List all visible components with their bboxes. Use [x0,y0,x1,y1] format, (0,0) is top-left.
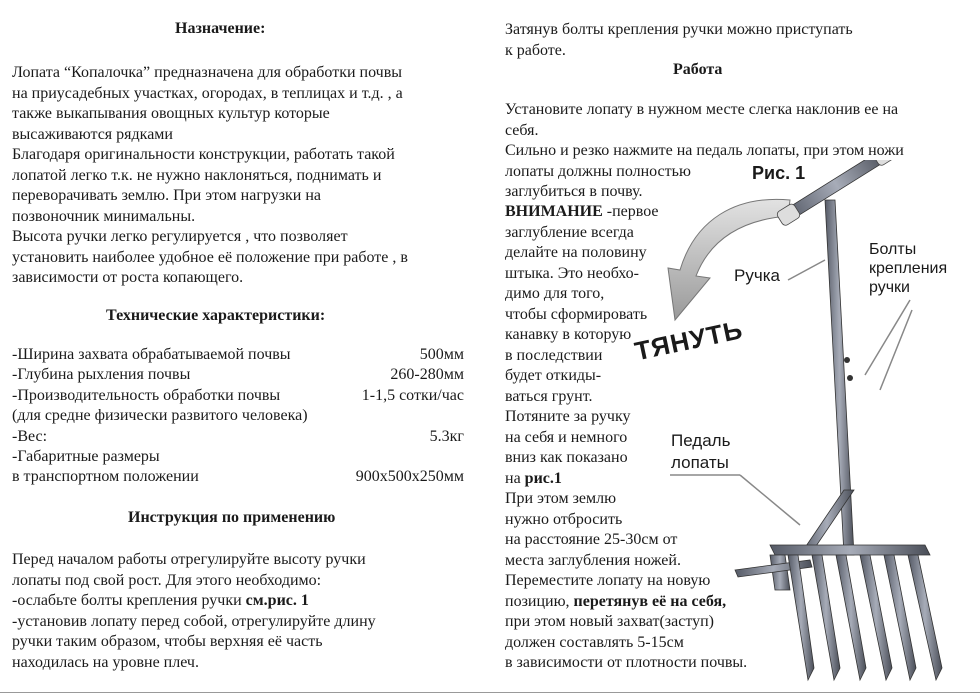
figure-reference: рис.1 [524,469,562,487]
text-run: -ослабьте болты крепления ручки [12,592,246,609]
text-line: места заглубления ножей. [505,551,681,569]
heading-purpose: Назначение: [175,20,266,37]
text-line: лопатой легко т.к. не нужно наклоняться, поднимать и [12,166,382,184]
text-line: лопаты под свой рост. Для этого необходимо: [12,571,322,589]
text-line: позвоночник минимальны. [12,207,196,225]
text-line: будет откиды- [505,367,602,384]
text-run: позицию, [505,592,574,610]
text-line: в зависимости от плотности почвы. [505,654,748,671]
figure-label: Рис. 1 [752,163,806,183]
intro-paragraph [505,20,853,61]
text-line: заглубиться в почву. [505,183,643,200]
text-line: зависимости от роста копающего. [12,269,244,286]
pedal-label-line: Педаль [671,431,731,450]
spec-label: -Ширина захвата обрабатываемой почвы [12,346,291,363]
text-line: переворачивать землю. При этом нагрузки на [12,187,322,204]
handle-label: Ручка [734,266,780,285]
purpose-paragraph [12,63,408,289]
text-line: высаживаются рядками [12,125,173,143]
spec-row [12,428,464,448]
text-line [12,591,376,612]
spec-value: 900x500x250мм [355,468,464,485]
text-line: Благодаря оригинальности конструкции, работать такой [12,146,395,163]
text-run: на [505,469,525,487]
attention-label: ВНИМАНИЕ [505,203,603,220]
instructions-paragraph [12,550,376,673]
text-line: Перед началом работы отрегулируйте высоту ручки [12,551,366,568]
text-line: ваться грунт. [505,387,593,405]
emphasis-text: перетянув её на себя, [573,592,727,610]
spec-row [12,407,464,427]
spec-value: 1-1,5 сотки/час [361,387,464,404]
text-line: к работе. [505,41,566,59]
text-line: находилась на уровне плеч. [12,653,199,671]
text-line: лопаты должны полностью [505,162,691,180]
heading-work: Работа [673,61,723,78]
text-line: при этом новый захват(заступ) [505,613,714,630]
text-line: вниз как показано [505,449,628,466]
text-line: При этом землю [505,490,617,507]
text-line: ручки таким образом, чтобы верхняя её часть [12,633,323,650]
text-line: должен составлять 5-15см [505,633,684,651]
text-line: Установите лопату в нужном месте слегка наклонив ее на [505,101,899,118]
pull-label: ТЯНУТЬ [632,314,746,367]
text-line: штыка. Это необхо- [505,264,639,282]
spec-label: (для средне физически развитого человека) [12,407,308,424]
pedal-label-line: лопаты [671,453,729,472]
spec-label: -Габаритные размеры [12,448,160,465]
pedal-label [671,430,730,474]
spec-label: -Вес: [12,428,48,445]
bolts-label-line: ручки [869,279,910,296]
text-line: канавку в которую [505,326,632,343]
spec-value: 5.3кг [429,428,464,445]
spec-row [12,387,464,407]
text-line: Затянув болты крепления ручки можно приступать [505,21,853,38]
spec-row [12,468,464,488]
spec-label: -Производительность обработки почвы [12,387,281,404]
bolts-label-line: крепления [869,260,948,277]
bolts-label [869,240,947,297]
text-line: на себя и немного [505,428,628,446]
text-line: Лопата “Копалочка” предназначена для обработки почвы [12,64,403,81]
text-line: в последствии [505,346,603,364]
text-line: -установив лопату перед собой, отрегулируйте длину [12,612,376,630]
spec-row [12,366,464,386]
spec-value: 500мм [419,346,464,363]
text-line: димо для того, [505,285,605,302]
text-line: нужно отбросить [505,510,623,528]
shovel-frame [735,490,930,590]
text-line: Высота ручки легко регулируется , что позволяет [12,228,348,245]
spec-row [12,346,464,366]
pull-arrow-icon [668,199,790,320]
text-line: на приусадебных участках, огородах, в теплицах и т.д. , а [12,84,403,102]
text-line: делайте на половину [505,244,647,261]
text-line: также выкапывания овощных культур которые [12,105,330,122]
spec-row [12,448,464,468]
heading-specs: Технические характеристики: [106,307,326,324]
text-run: -первое [602,203,659,220]
bolt-icon [847,375,853,381]
figure-reference: см.рис. 1 [245,592,309,609]
spec-label: в транспортном положении [12,468,199,485]
text-line: на расстояние 25-30см от [505,531,678,548]
label-pointers [670,260,912,525]
text-line: Сильно и резко нажмите на педаль лопаты, при этом ножи [505,142,904,159]
text-line: себя. [505,121,539,139]
bolt-icon [844,357,850,363]
text-line: чтобы сформировать [505,305,648,323]
bolts-label-line: Болты [869,241,917,258]
text-line: установить наиболее удобное её положение при работе , в [12,248,408,266]
page-bottom-rule [0,692,980,693]
text-line: заглубление всегда [505,223,634,241]
heading-instructions: Инструкция по применению [128,509,336,526]
spec-label: -Глубина рыхления почвы [12,366,191,383]
spec-value: 260-280мм [390,366,464,383]
shovel-tines [788,555,942,680]
text-line: Потяните за ручку [505,408,631,425]
text-line: Переместите лопату на новую [505,572,711,589]
